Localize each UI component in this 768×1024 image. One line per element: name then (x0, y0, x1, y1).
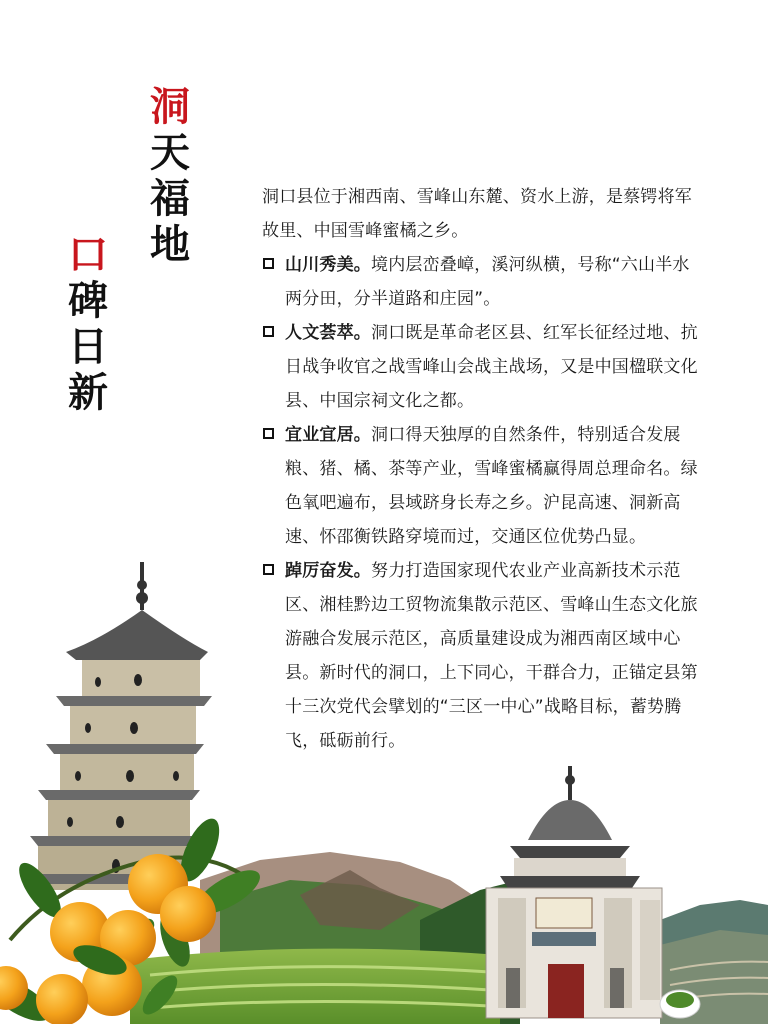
title-char: 福 (150, 175, 190, 222)
title-char: 新 (68, 369, 108, 416)
item-heading: 宜业宜居。 (285, 425, 371, 445)
title-char: 地 (150, 221, 190, 268)
square-bullet-icon (263, 428, 274, 439)
title-dongtianfudi (146, 84, 194, 268)
square-bullet-icon (263, 326, 274, 337)
body-text (262, 180, 702, 758)
title-koubeirixin (64, 232, 112, 416)
mountains (200, 852, 768, 1024)
orange-branch (0, 813, 266, 1024)
item-text: 努力打造国家现代农业产业高新技术示范区、湘桂黔边工贸物流集散示范区、雪峰山生态文化旅游融合发展示范区，高质量建设成为湘西南区域中心县。新时代的洞口，上下同心，干群合力，正锚定县第十三次党代会擘划的“三区一中心”战略目标，蓄势腾飞，砥砺前行。 (285, 561, 698, 751)
item-text: 境内层峦叠嶂，溪河纵横，号称“六山半水两分田，分半道路和庄园”。 (285, 255, 690, 309)
list-item (262, 418, 702, 554)
title-char: 洞 (150, 83, 190, 130)
square-bullet-icon (263, 258, 274, 269)
item-heading: 人文荟萃。 (285, 323, 371, 343)
item-heading: 山川秀美。 (285, 255, 371, 275)
terraced-fields (130, 949, 768, 1024)
item-text: 洞口既是革命老区县、红军长征经过地、抗日战争收官之战雪峰山会战主战场，又是中国楹联文化县、中国宗祠文化之都。 (285, 323, 698, 411)
title-char: 日 (68, 323, 108, 370)
title-char: 碑 (68, 277, 108, 324)
title-char: 天 (150, 129, 190, 176)
title-char: 口 (68, 231, 108, 278)
list-item (262, 554, 702, 758)
list-item (262, 316, 702, 418)
list-item (262, 248, 702, 316)
item-text: 洞口得天独厚的自然条件，特别适合发展粮、猪、橘、茶等产业，雪峰蜜橘赢得周总理命名。绿色氧吧遍布，县域跻身长寿之乡。沪昆高速、洞新高速、怀邵衡铁路穿境而过，交通区位优势凸显。 (285, 425, 698, 547)
ancestral-hall (486, 766, 662, 1018)
pagoda (22, 562, 212, 890)
item-heading: 踔厉奋发。 (285, 561, 371, 581)
square-bullet-icon (263, 564, 274, 575)
intro-paragraph: 洞口县位于湘西南、雪峰山东麓、资水上游，是蔡锷将军故里、中国雪峰蜜橘之乡。 (262, 187, 692, 241)
tea-cup (660, 990, 700, 1018)
